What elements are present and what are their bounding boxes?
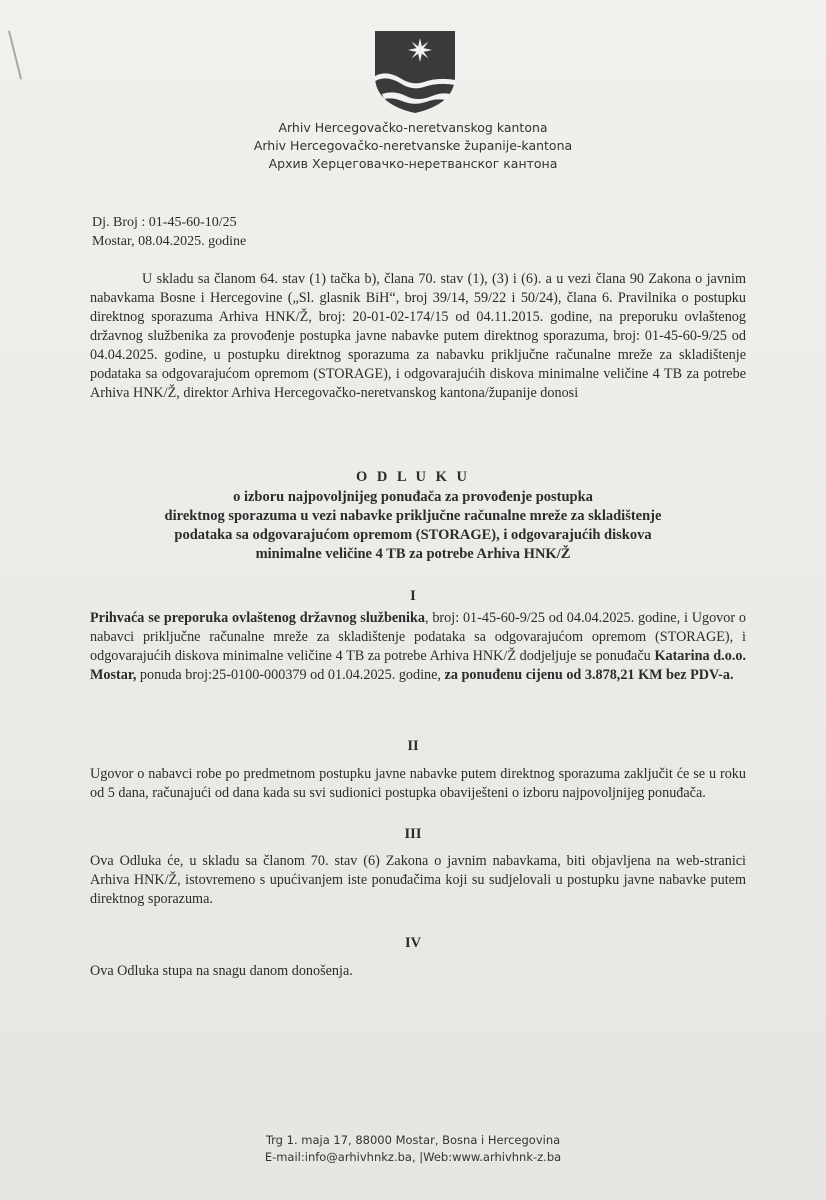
section-heading-iv: IV bbox=[404, 935, 422, 951]
decision-title: O D L U K U bbox=[356, 469, 470, 485]
decision-subtitle bbox=[0, 488, 826, 564]
coat-of-arms-icon bbox=[374, 30, 456, 114]
section-iii-text: Ova Odluka će, u skladu sa članom 70. stav (6) Zakona o javnim nabavkama, biti objavljena na web-stranici Arhiva HNK/Ž, istovremeno s upućivanjem iste ponuđačima koji su sudjelovali u postupku javne nabavke putem direktnog sporazuma. bbox=[90, 853, 746, 907]
place-date: Mostar, 08.04.2025. godine bbox=[92, 234, 247, 249]
section-i-text-b: ponuda broj:25-0100-000379 od 01.04.2025. godine, bbox=[136, 667, 445, 683]
section-heading-i: I bbox=[410, 588, 416, 604]
intro-paragraph: U skladu sa članom 64. stav (1) tačka b), člana 70. stav (1), (3) i (6). a u vezi člana 90 Zakona o javnim nabavkama Bosne i Hercegovine („Sl. glasnik BiH“, broj 39/14, 59/22 i 50/24), člana 6. Pravilnika o postupku direktnog sporazuma Arhiva HNK/Ž, broj: 20-01-02-174/15 od 04.11.2015. godine, na preporuku ovlaštenog državnog službenika za provođenje postupka javne nabavke putem direktnog sporazuma, broj: 01-45-60-9/25 od 04.04.2025. godine, u postupku direktnog sporazuma za nabavku priključne računalne mreže za skladištenje podataka sa odgovarajućom opremom (STORAGE), i odgovarajućih diskova minimalne veličine 4 TB za potrebe Arhiva HNK/Ž, direktor Arhiva Hercegovačko-neretvanskog kantona/županije donosi bbox=[90, 271, 746, 401]
subtitle-line: minimalne veličine 4 TB za potrebe Arhiva HNK/Ž bbox=[255, 546, 571, 562]
footer-address: Trg 1. maja 17, 88000 Mostar, Bosna i Hercegovina bbox=[265, 1133, 561, 1147]
section-heading-iii: III bbox=[404, 826, 422, 842]
pencil-mark bbox=[8, 31, 22, 80]
section-ii-text: Ugovor o nabavci robe po predmetnom postupku javne nabavke putem direktnog sporazuma zaključit će se u roku od 5 dana, računajući od dana kada su svi sudionici postupka obaviješteni o izboru najpovoljnijeg ponuđača. bbox=[90, 766, 746, 801]
section-i-bold-lead: Prihvaća se preporuka ovlaštenog državnog službenika bbox=[90, 610, 425, 626]
subtitle-line: direktnog sporazuma u vezi nabavke priključne računalne mreže za skladištenje bbox=[164, 508, 662, 524]
institution-name-latin-alt: Arhiv Hercegovačko-neretvanske županije-kantona bbox=[253, 138, 573, 153]
institution-name-cyrillic: Архив Херцеговачко-неретванског кантона bbox=[268, 156, 558, 171]
section-i-text bbox=[90, 609, 746, 685]
section-i-text-a: , broj: 01-45-60-9/25 od 04.04.2025. godine, i Ugovor o nabavci priključne računalne mreže za skladištenje podataka sa odgovarajućom opremom (STORAGE), i odgovarajućih diskova minimalne veličine 4 TB za potrebe Arhiva HNK/Ž dodjeljuje se ponuđaču bbox=[90, 610, 747, 664]
subtitle-line: o izboru najpovoljnijeg ponuđača za provođenje postupka bbox=[233, 489, 593, 505]
reference-number: Dj. Broj : 01-45-60-10/25 bbox=[92, 215, 237, 230]
footer-contact: E-mail:info@arhivhnkz.ba, |Web:www.arhivhnk-z.ba bbox=[264, 1150, 562, 1164]
section-i-company: Katarina d.o.o. Mostar, bbox=[90, 648, 747, 683]
subtitle-line: podataka sa odgovarajućom opremom (STORAGE), i odgovarajućih diskova bbox=[174, 527, 652, 543]
section-iv-text: Ova Odluka stupa na snagu danom donošenja. bbox=[90, 963, 353, 979]
section-heading-ii: II bbox=[407, 738, 419, 754]
institution-name-latin: Arhiv Hercegovačko-neretvanskog kantona bbox=[278, 120, 548, 135]
section-i-price: za ponuđenu cijenu od 3.878,21 KM bez PDV-a. bbox=[444, 667, 734, 683]
